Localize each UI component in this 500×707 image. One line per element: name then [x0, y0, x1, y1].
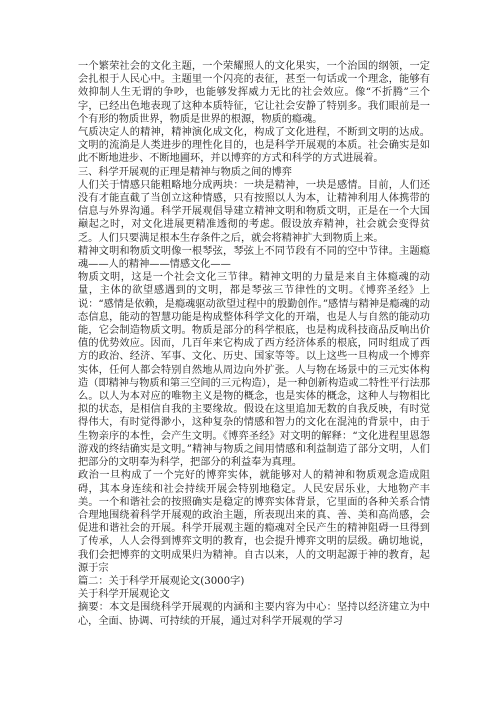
section-title: 篇二：关于科学开展观论文(3000字) [78, 575, 245, 587]
paragraph-7: 政治一旦构成了一个完好的博弈实体，就能够对人的精神和物质观念造成阻碍，其本身连续和社会持续开展会特别地稳定。人民安居乐业，大地物产丰美。一个和谐社会的按照确实是稳定的博弈实体背景，它里面的各种关系合情合理地围绕着科学开展观的政治主题，所表现出来的真、善、美和高尚感，会促进和谐社会的开展。科学开展观主题的瘾魂对全民产生的精神阻碍一旦得到了传承，人人会得到博弈文明的教育，也会提升博弈文明的层级。确切地说，我们会把博弈的文明成果归为精神。自古以来，人的文明起源于神的教育，起源于宗 [78, 470, 430, 574]
paragraph-2: 气质决定人的精神，精神演化成文化，构成了文化进程，不断到文明的达成。文明的流淌是人类进步的理性化目的，也是科学开展观的本质。社会确实是如此不断地进步、不断地圃环，并以博弈的方式和科学的方式进展着。 [78, 127, 430, 165]
paragraph-6: 物质文明，这是一个社会文化三节律。精神文明的力量是来自主体瘾魂的动量，主体的欲望感遇到的文明，都是琴弦三节律性的文明。《博弈圣经》上说：“感情是依赖，是瘾魂驱动欲望过程中的殷勤创作。”感情与精神是瘾魂的动态信息，能动的智慧功能是构成整体科学文化的开端，也是人与自然的能动功能，它会制造物质文明。物质是部分的科学根底，也是构成科技商品反响出价值的优势效应。因而，几百年来它构成了西方经济体系的根底，同时组成了西方的政治、经济、军事、文化、历史、国家等等。以上这些一旦构成一个博弈实体，任何人都会特别自然地从周边向外扩张。人与物在场景中的三元实体构造（即精神与物质和第三空间的三元构造），是一种创新构造或二特性平行法那么。以人为本对应的唯物主义是物的概念，也是实体的概念，这种人与物相比拟的状态，是相信自我的主要缘故。假设在这里追加无数的自我反映，有时觉得伟大，有时觉得渺小，这种复杂的情感和智力的文化在混沌的背景中，由于生物亲序的本性，会产生文明。《博弈圣经》对文明的解释：“文化进程里恩怨游戏的终结确实是文明。”精神与物质之间用情感和利益制造了部分文明，人们把部分的文明奉为科学，把部分的利益奉为真理。 [78, 272, 430, 469]
document-body [78, 60, 430, 628]
paragraph-1: 一个繁荣社会的文化主题，一个荣耀照人的文化果实，一个治国的纲领，一定会扎根于人民心中。主题里一个闪亮的表征，甚至一句话或一个理念，能够有效抑制人生无谓的争吵，也能够发挥威力无比的社会效应。像“不折腾”三个字，已经出色地表现了这种本质特征，它让社会安静了特别多。我们眼前是一个有形的物质世界，物质是世界的根源，物质的瘾魂。 [78, 61, 430, 125]
article-title: 关于科学开展观论文 [78, 589, 170, 601]
paragraph-4: 人们关于情感只能粗略地分成两块：一块是精神，一块是感情。目前，人们还没有才能直截了当创立这种情感，只有按照以人为本，让精神利用人体携带的信息与外界沟通。科学开展观倡导建立精神文明和物质文明，正是在一个大国巅起之时，对文化进展更精准透彻的考虑。假设放弃精神，社会就会变得贫乏。人们只要满足根本生存条件之后，就会将精神扩大到物质上来。 [78, 179, 430, 244]
abstract: 摘要：本文是围绕科学开展观的内涵和主要内容为中心：坚持以经济建立为中心，全面、协调、可持续的开展，通过对科学开展观的学习 [78, 602, 430, 627]
paragraph-5: 精神文明和物质文明像一根琴弦，琴弦上不同节段有不同的空中节律。主题瘾魂——人的精神——情感文化—— [78, 245, 430, 271]
section-heading-3: 三、科学开展观的正理是精神与物质之间的博弈 [78, 166, 292, 178]
